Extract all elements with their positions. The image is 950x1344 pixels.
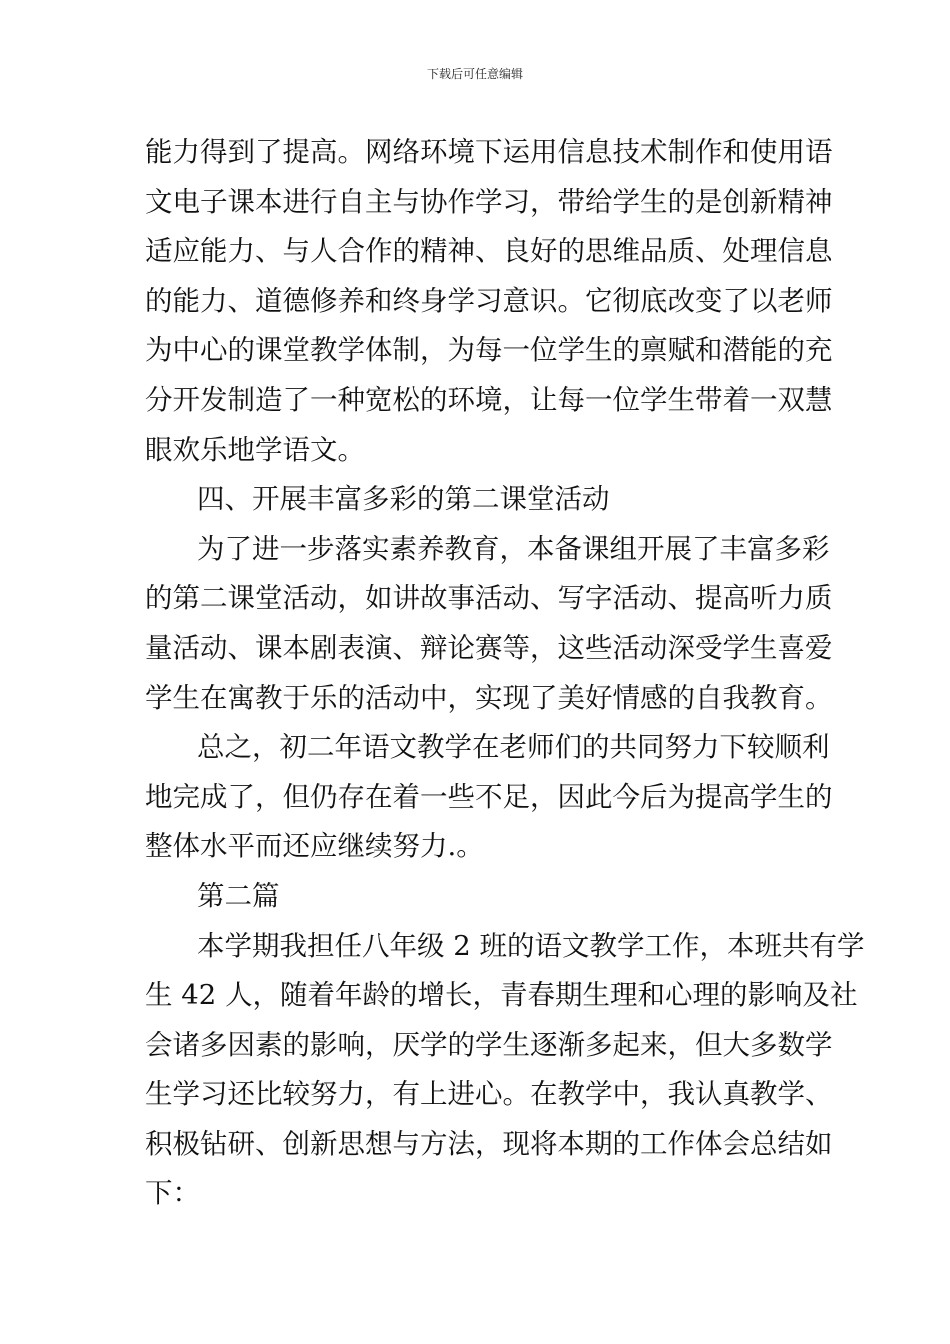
text-line: 下：: [145, 1177, 200, 1210]
text-line: 的能力、道德修养和终身学习意识。它彻底改变了以老师: [145, 284, 833, 317]
page-header: 下载后可任意编辑: [426, 67, 523, 81]
text-line: 量活动、课本剧表演、辩论赛等，这些活动深受学生喜爱: [145, 631, 833, 664]
text-line: 的第二课堂活动，如讲故事活动、写字活动、提高听力质: [145, 582, 833, 615]
text-line: 眼欢乐地学语文。: [145, 433, 365, 466]
text-line: 生 42 人，随着年龄的增长，青春期生理和心理的影响及社: [145, 979, 858, 1012]
text-line: 地完成了，但仍存在着一些不足，因此今后为提高学生的: [145, 780, 833, 813]
text-line: 分开发制造了一种宽松的环境，让每一位学生带着一双慧: [145, 383, 833, 416]
text-line: 文电子课本进行自主与协作学习，带给学生的是创新精神: [145, 185, 833, 218]
text-line: 会诸多因素的影响，厌学的学生逐渐多起来，但大多数学: [145, 1028, 833, 1061]
section-heading: 四、开展丰富多彩的第二课堂活动: [197, 483, 610, 516]
text-line: 为了进一步落实素养教育，本备课组开展了丰富多彩: [197, 532, 830, 565]
text-line: 积极钻研、创新思想与方法，现将本期的工作体会总结如: [145, 1127, 833, 1160]
section-heading: 第二篇: [197, 879, 280, 912]
document-body: [145, 128, 865, 1219]
text-line: 总之，初二年语文教学在老师们的共同努力下较顺利: [197, 731, 830, 764]
text-line: 为中心的课堂教学体制，为每一位学生的禀赋和潜能的充: [145, 334, 833, 367]
text-line: 能力得到了提高。网络环境下运用信息技术制作和使用语: [145, 136, 833, 168]
text-line: 生学习还比较努力，有上进心。在教学中，我认真教学、: [145, 1078, 833, 1111]
text-line: 学生在寓教于乐的活动中，实现了美好情感的自我教育。: [145, 681, 833, 714]
text-line: 本学期我担任八年级 2 班的语文教学工作，本班共有学: [197, 929, 865, 962]
text-line: 适应能力、与人合作的精神、良好的思维品质、处理信息: [145, 235, 833, 268]
text-line: 整体水平而还应继续努力.。: [145, 830, 484, 863]
